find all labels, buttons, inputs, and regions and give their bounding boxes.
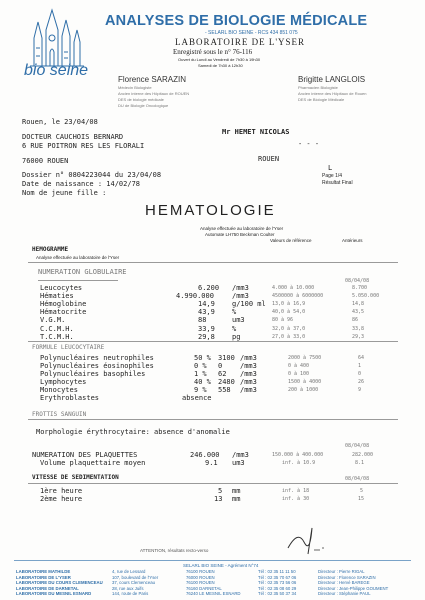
footer-lab-director: Directeur : Stéphanie PAUL bbox=[318, 591, 371, 597]
logo-text: bio seine bbox=[24, 62, 89, 79]
formule-unit: /mm3 bbox=[240, 370, 257, 378]
result-status: Résultat Final bbox=[322, 180, 353, 186]
doctor-right-l3: DES de Biologie Médicale bbox=[298, 97, 345, 102]
numeration-title: NUMERATION GLOBULAIRE bbox=[38, 268, 127, 276]
footer-lab-phone: Tél : 02 35 50 37 34 bbox=[258, 591, 297, 597]
formule-unit: /mm3 bbox=[240, 362, 257, 370]
plaquettes-label: NUMERATION DES PLAQUETTES bbox=[32, 451, 138, 459]
maiden-name: Nom de jeune fille : bbox=[22, 189, 107, 197]
registration: Enregistré sous le n° 76-116 bbox=[173, 48, 253, 56]
footer-lab-address: 37, cours Clemenceau bbox=[112, 580, 155, 586]
formule-ref: 1500 à 4000 bbox=[288, 379, 322, 385]
ref-col-header: Valeurs de référence bbox=[270, 238, 312, 243]
plaquettes-unit: /mm3 bbox=[232, 451, 249, 459]
footer-lab-phone: Tél : 02 35 08 60 29 bbox=[258, 585, 297, 591]
formule-ref: 0 à 400 bbox=[288, 363, 310, 369]
formule-label: Polynucléaires basophiles bbox=[40, 370, 146, 378]
hemogramme-note: Analyse effectuée au laboratoire de l'Yser bbox=[36, 255, 120, 260]
footer-lab-director: Directeur : Jean-Philippe GOUMENT bbox=[318, 585, 389, 591]
formule-percent: 50 % bbox=[194, 354, 211, 362]
formule-percent: absence bbox=[182, 394, 212, 402]
formule-unit: /mm3 bbox=[240, 354, 257, 362]
vpm-label: Volume plaquettaire moyen bbox=[40, 459, 146, 467]
lab-name: LABORATOIRE DE L'YSER bbox=[175, 37, 305, 47]
hours-1: Ouvert du Lundi au Vendredi de 7h30 à 19h30 bbox=[178, 57, 261, 62]
footer-lab-name: LABORATOIRE DE DARNETAL bbox=[16, 585, 79, 591]
patient-dash: - - - bbox=[298, 140, 320, 148]
vs2-label: 2ème heure bbox=[40, 495, 83, 503]
formule-label: Polynucléaires neutrophiles bbox=[40, 354, 154, 362]
plaquettes-prev-date: 08/04/08 bbox=[345, 443, 370, 449]
doctor-left-l2: Ancien interne des Hôpitaux de ROUEN bbox=[118, 91, 190, 96]
numeration-label: V.G.M. bbox=[40, 316, 66, 325]
doctor-left-name: Florence SARAZIN bbox=[118, 75, 187, 84]
numeration-prev: 43,5 bbox=[352, 309, 365, 316]
numeration-label: Hémoglobine bbox=[40, 300, 87, 309]
vs1-value: 5 bbox=[218, 487, 223, 495]
numeration-unit: % bbox=[232, 324, 237, 333]
numeration-label: Hématocrite bbox=[40, 308, 87, 317]
plaquettes-prev: 282.000 bbox=[352, 452, 374, 458]
footer-lab-name: LABORATOIRE MATHILDE bbox=[16, 569, 71, 574]
formule-label: Monocytes bbox=[40, 386, 78, 394]
vs1-label: 1ère heure bbox=[40, 487, 83, 495]
footer-lab-name: LABORATOIRE DE L'YSER bbox=[16, 574, 71, 580]
numeration-ref: 4500000 à 6000000 bbox=[272, 293, 324, 300]
numeration-unit: /mm3 bbox=[232, 284, 249, 292]
footer-lab-postcode: 76100 ROUEN bbox=[186, 580, 215, 586]
numeration-value: 43,9 bbox=[198, 308, 215, 317]
footer-lab-address: 28, rue aux Juifs bbox=[112, 585, 144, 591]
footer-lab-name: LABORATOIRE DU MESNIL ESNARD bbox=[16, 591, 92, 597]
doctor-left-l1: Médecin Biologiste bbox=[118, 85, 152, 90]
vpm-unit: um3 bbox=[232, 459, 245, 467]
formule-prev: 0 bbox=[358, 371, 362, 377]
section-title: HEMATOLOGIE bbox=[145, 202, 276, 219]
vs-prev-date: 08/04/08 bbox=[345, 476, 370, 482]
numeration-prev: 5.050.000 bbox=[352, 293, 380, 300]
numeration-ref: 40,0 à 54,0 bbox=[272, 309, 306, 316]
numeration-label: C.C.M.H. bbox=[40, 324, 74, 333]
formule-label: Erythroblastes bbox=[40, 394, 100, 402]
formule-title: FORMULE LEUCOCYTAIRE bbox=[32, 344, 105, 351]
footer-lab-postcode: 76100 ROUEN bbox=[186, 569, 215, 574]
numeration-unit: pg bbox=[232, 332, 241, 341]
doctor-name: DOCTEUR CAUCHOIS BERNARD bbox=[22, 133, 124, 141]
vpm-ref: inf. à 10.9 bbox=[282, 460, 316, 466]
footer-lab-name: LABORATOIRE DU COURS CLEMENCEAU bbox=[16, 580, 103, 586]
vs1-unit: mm bbox=[232, 487, 241, 495]
formule-absolute: 558 bbox=[218, 386, 231, 394]
doctor-left-l4: DU de Biologie Oncologique bbox=[118, 103, 169, 108]
numeration-ref: 27,0 à 33,0 bbox=[272, 333, 306, 340]
birth-date: Date de naissance : 14/02/78 bbox=[22, 180, 141, 188]
numeration-value: 14,9 bbox=[198, 300, 215, 309]
numeration-ref: 4.000 à 10.000 bbox=[272, 285, 315, 291]
vs2-prev: 15 bbox=[358, 496, 365, 502]
footer-lab-address: 4, rue de Lessard bbox=[112, 569, 146, 574]
formule-unit: /mm3 bbox=[240, 378, 257, 386]
vs2-unit: mm bbox=[232, 495, 241, 503]
numeration-value: 33,9 bbox=[198, 324, 215, 333]
numeration-value: 88 bbox=[198, 316, 207, 325]
numeration-label: T.C.M.H. bbox=[40, 332, 74, 341]
vs1-prev: 5 bbox=[360, 488, 364, 494]
numeration-label: Leucocytes bbox=[40, 284, 83, 292]
numeration-ref: 80 à 96 bbox=[272, 317, 294, 324]
vs-title: VITESSE DE SEDIMENTATION bbox=[32, 474, 119, 481]
formule-percent: 0 % bbox=[194, 362, 207, 370]
numeration-prev: 8.700 bbox=[352, 285, 368, 291]
prev-col-header: Antérieurs bbox=[342, 238, 363, 243]
footer-lab-director: Directeur : Pierre RIGAL bbox=[318, 569, 365, 574]
formule-percent: 9 % bbox=[194, 386, 207, 394]
signature bbox=[278, 520, 338, 560]
footer-lab-phone: Tél : 02 35 11 11 50 bbox=[258, 569, 296, 574]
patient-name: Mr HEMET NICOLAS bbox=[222, 128, 290, 136]
footer-lab-phone: Tél : 02 35 70 67 06 bbox=[258, 574, 297, 580]
formule-prev: 64 bbox=[358, 355, 365, 361]
attention-note: ATTENTION, résultats recto-verso bbox=[140, 548, 209, 553]
formule-absolute: 3100 bbox=[218, 354, 235, 362]
logo bbox=[16, 8, 106, 88]
doctor-right-l1: Pharmacien Biologiste bbox=[298, 85, 338, 90]
numeration-unit: g/100 ml bbox=[232, 300, 266, 309]
vpm-prev: 8.1 bbox=[355, 460, 365, 466]
report-date: Rouen, le 23/04/08 bbox=[22, 118, 98, 126]
formule-percent: 1 % bbox=[194, 370, 207, 378]
doctor-left-l3: DES de biologie médicale bbox=[118, 97, 164, 102]
vs2-value: 13 bbox=[214, 495, 223, 503]
formule-ref: 2000 à 7500 bbox=[288, 355, 322, 361]
numeration-value: 6.200 bbox=[198, 284, 220, 292]
frottis-title: FROTTIS SANGUIN bbox=[32, 411, 87, 418]
formule-ref: 0 à 100 bbox=[288, 371, 310, 377]
numeration-label: Hématies bbox=[40, 292, 74, 301]
analysis-note: Analyse effectuée au laboratoire de l'Yser bbox=[200, 226, 284, 231]
numeration-unit: /mm3 bbox=[232, 292, 249, 301]
numeration-unit: um3 bbox=[232, 316, 245, 325]
plaquettes-value: 246.000 bbox=[190, 451, 220, 459]
footer-lab-address: 107, boulevard de l'Yser bbox=[112, 574, 159, 580]
formule-label: Polynucléaires éosinophiles bbox=[40, 362, 154, 370]
footer-lab-director: Directeur : Hervé BAREGE bbox=[318, 580, 370, 586]
letter-code: L bbox=[328, 164, 333, 172]
footer-lab-phone: Tél : 02 35 73 56 06 bbox=[258, 580, 297, 586]
numeration-prev: 29,3 bbox=[352, 333, 365, 340]
formule-absolute: 2480 bbox=[218, 378, 235, 386]
numeration-value: 29,8 bbox=[198, 332, 215, 341]
footer-lab-director: Directeur : Florence SARAZIN bbox=[318, 574, 376, 580]
numeration-prev: 33,8 bbox=[352, 325, 365, 332]
footer-lab-postcode: 76000 ROUEN bbox=[186, 574, 215, 580]
patient-city: ROUEN bbox=[258, 155, 280, 163]
doctor-address: 6 RUE POITRON RES LES FLORALI bbox=[22, 142, 145, 150]
formule-label: Lymphocytes bbox=[40, 378, 87, 386]
doctor-right-name: Brigitte LANGLOIS bbox=[298, 75, 366, 84]
formule-absolute: 0 bbox=[218, 362, 223, 370]
vs2-ref: inf. à 30 bbox=[282, 496, 310, 502]
page-number: Page 1/4 bbox=[322, 173, 343, 179]
footer-lab-postcode: 76160 DARNETAL bbox=[186, 585, 222, 591]
vs1-ref: inf. à 18 bbox=[282, 488, 310, 494]
frottis-text: Morphologie érythrocytaire: absence d'anomalie bbox=[36, 428, 230, 436]
lab-heading: ANALYSES DE BIOLOGIE MÉDICALE bbox=[105, 13, 368, 29]
lab-subtitle: - SELARL BIO SEINE - RCS 434 851 075 bbox=[205, 30, 298, 36]
footer-lab-address: 144, route de Paris bbox=[112, 591, 149, 597]
formule-ref: 200 à 1000 bbox=[288, 387, 319, 393]
doctor-city: 76000 ROUEN bbox=[22, 157, 69, 165]
vpm-value: 9.1 bbox=[205, 459, 218, 467]
numeration-value: 4.990.000 bbox=[176, 292, 214, 301]
footer-top: SELARL BIO SEINE - Agrément N°74 bbox=[183, 563, 259, 568]
formule-prev: 1 bbox=[358, 363, 362, 369]
formule-absolute: 62 bbox=[218, 370, 227, 378]
dossier: Dossier n° 0804223044 du 23/04/08 bbox=[22, 171, 162, 179]
numeration-ref: 13,0 à 16,9 bbox=[272, 301, 306, 308]
formule-percent: 40 % bbox=[194, 378, 211, 386]
numeration-prev-date: 08/04/08 bbox=[345, 278, 370, 284]
analyzer-note: Automate LH750 Beckman Coulter bbox=[205, 232, 275, 237]
formule-unit: /mm3 bbox=[240, 386, 257, 394]
numeration-unit: % bbox=[232, 308, 237, 317]
plaquettes-ref: 150.000 à 400.000 bbox=[272, 452, 324, 458]
formule-prev: 26 bbox=[358, 379, 365, 385]
formule-prev: 9 bbox=[358, 387, 362, 393]
numeration-prev: 14,8 bbox=[352, 301, 365, 308]
hours-2: Samedi de 7h30 à 12h30 bbox=[198, 63, 243, 68]
doctor-right-l2: Ancien interne des Hôpitaux de Rouen bbox=[298, 91, 367, 96]
footer-lab-postcode: 76240 LE MESNIL ESNARD bbox=[186, 591, 241, 597]
hemogramme-title: HEMOGRAMME bbox=[32, 246, 69, 253]
numeration-ref: 32,0 à 37,0 bbox=[272, 325, 306, 332]
numeration-prev: 86 bbox=[352, 317, 359, 324]
